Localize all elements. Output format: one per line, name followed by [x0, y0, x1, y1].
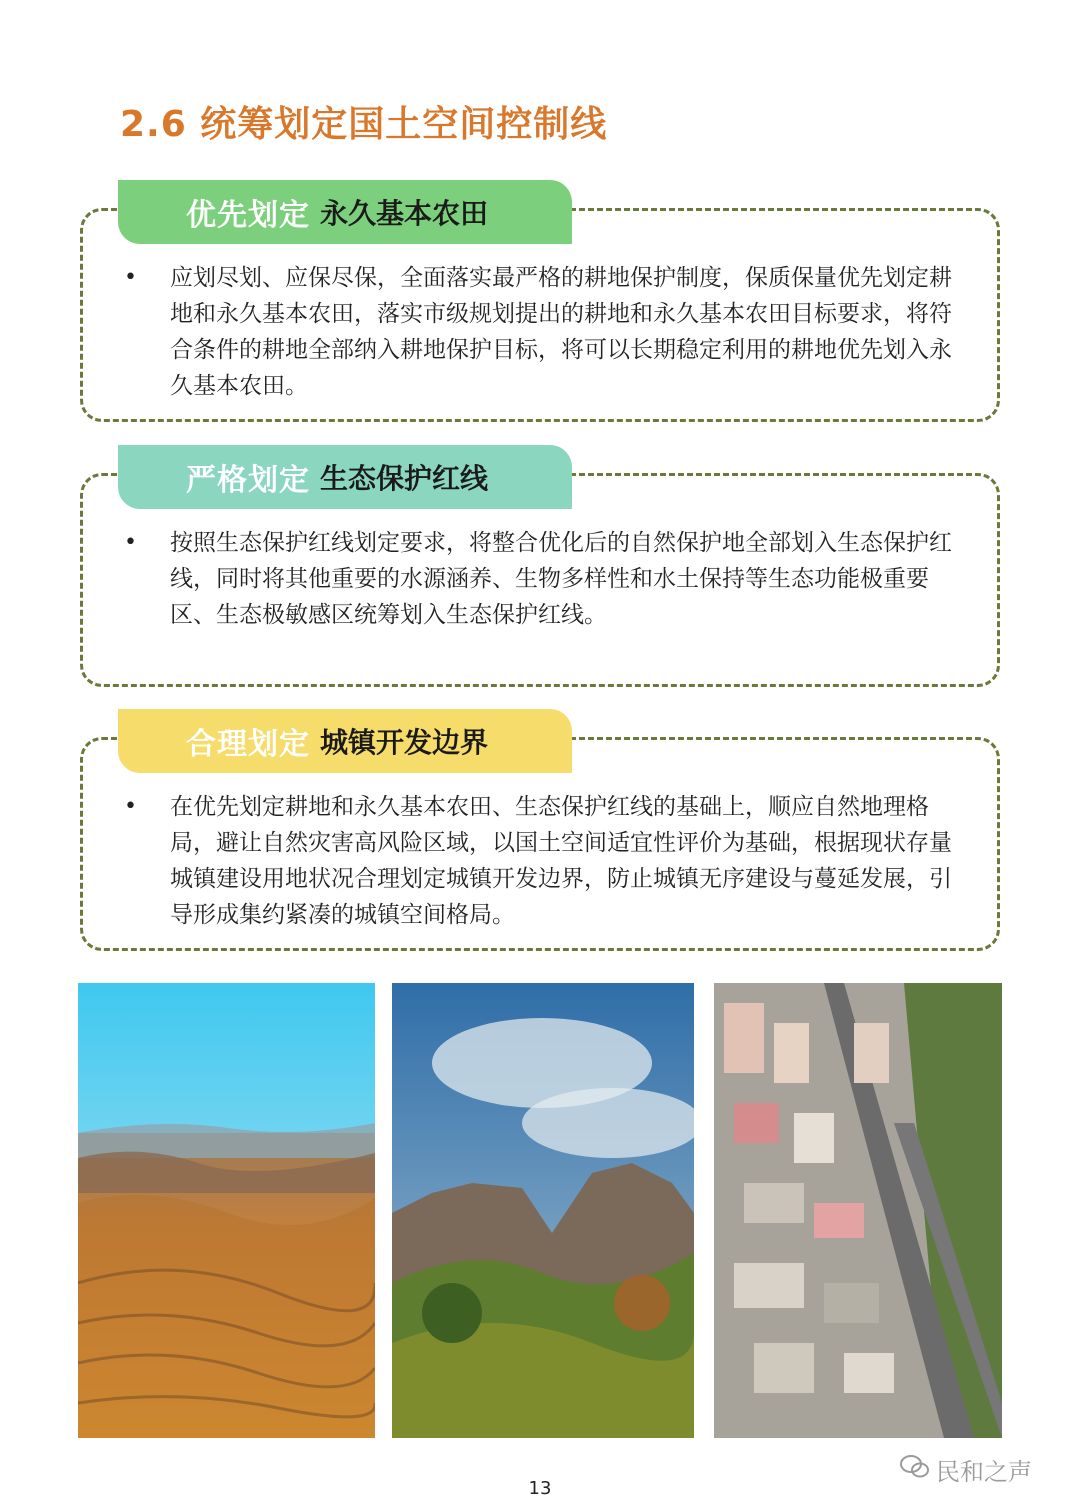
card-ecology	[80, 445, 1000, 685]
card-body-text: 在优先划定耕地和永久基本农田、生态保护红线的基础上，顺应自然地理格局，避让自然灾害高风险区域，以国土空间适宜性评价为基础，根据现状存量城镇建设用地状况合理划定城镇开发边界，防止城镇无序建设与蔓延发展，引导形成集约紧凑的城镇空间格局。	[170, 794, 952, 928]
section-title: 2.6 统筹划定国土空间控制线	[120, 104, 608, 145]
tag-action: 严格划定	[186, 463, 310, 498]
farmland-terraces-photo	[78, 983, 375, 1438]
tag-subject: 生态保护红线	[320, 462, 489, 495]
watermark-text: 民和之声	[936, 1458, 1032, 1486]
tag-subject: 城镇开发边界	[320, 726, 489, 759]
tag-subject: 永久基本农田	[320, 197, 489, 230]
card-urban	[80, 709, 1000, 949]
town-aerial-photo	[714, 983, 1002, 1438]
card-tag	[118, 709, 572, 773]
card-tag	[118, 180, 572, 244]
card-body-text: 按照生态保护红线划定要求，将整合优化后的自然保护地全部划入生态保护红线，同时将其他重要的水源涵养、生物多样性和水土保持等生态功能极重要区、生态极敏感区统筹划入生态保护红线。	[170, 530, 952, 628]
card-tag	[118, 445, 572, 509]
mountain-forest-photo	[392, 983, 694, 1438]
card-farmland	[80, 180, 1000, 420]
bullet-dot: •	[124, 530, 137, 555]
bullet-dot: •	[124, 794, 137, 819]
tag-action: 合理划定	[186, 727, 310, 762]
card-body-text: 应划尽划、应保尽保，全面落实最严格的耕地保护制度，保质保量优先划定耕地和永久基本农田，落实市级规划提出的耕地和永久基本农田目标要求，将符合条件的耕地全部纳入耕地保护目标，将可以长期稳定利用的耕地优先划入永久基本农田。	[170, 265, 952, 399]
bullet-dot: •	[124, 265, 137, 290]
page-number: 13	[528, 1478, 552, 1499]
tag-action: 优先划定	[186, 198, 310, 233]
